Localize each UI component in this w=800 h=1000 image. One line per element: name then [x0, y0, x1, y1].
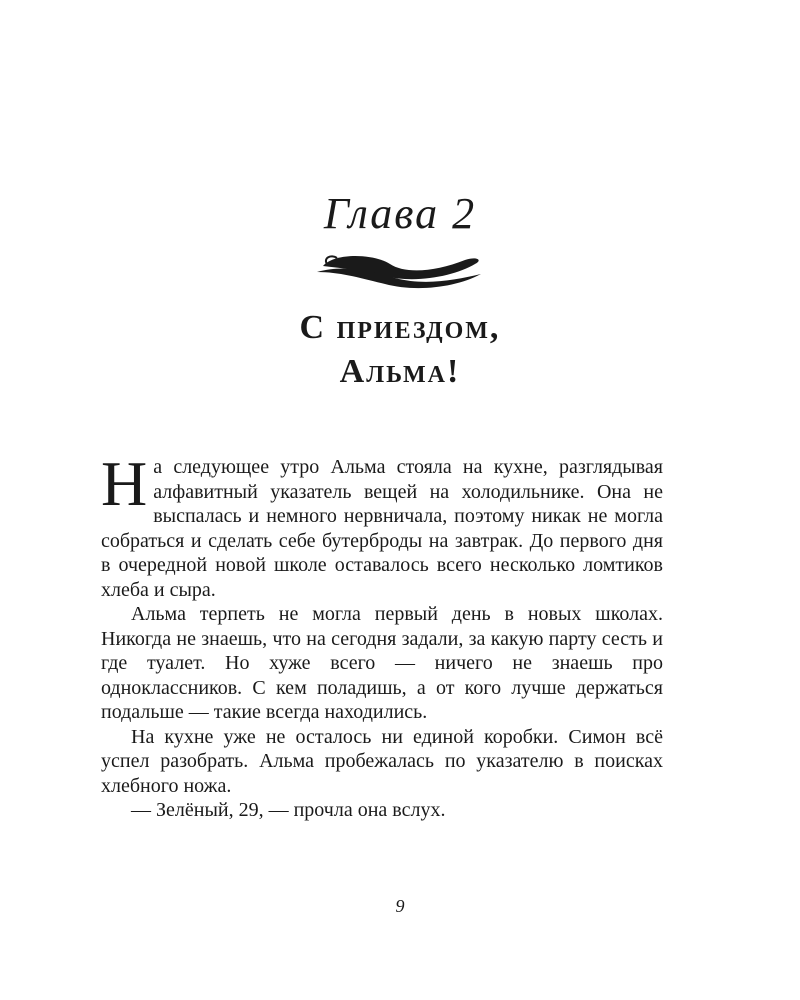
swash-flourish-icon — [315, 250, 485, 290]
body-text — [101, 448, 663, 823]
chapter-title-line-1: С приездом, — [299, 309, 501, 346]
paragraph-4: — Зелёный, 29, — прочла она вслух. — [131, 799, 446, 821]
paragraph-3: На кухне уже не осталось ни единой коробки. Симон всё успел разобрать. Альма пробежалась по указателю в поисках хлебного ножа. — [101, 725, 663, 797]
chapter-label: Глава 2 — [323, 189, 477, 238]
paragraph-1-text: а следующее утро Альма стояла на кухне, разглядывая алфавитный указатель вещей на холодильнике. Она не выспалась и немного нервничала, поэтому никак не могла собраться и сделать себе бутерброды на завтрак. До первого дня в очередной новой школе оставалось всего несколько ломтиков хлеба и сыра. — [101, 456, 663, 601]
drop-cap: Н — [101, 448, 148, 519]
chapter-title-line-2: Альма! — [339, 353, 461, 390]
paragraph-1 — [101, 448, 663, 602]
page-number: 9 — [395, 896, 405, 916]
chapter-title — [0, 306, 800, 394]
paragraph-2: Альма терпеть не могла первый день в новых школах. Никогда не знаешь, что на сегодня задали, за какую парту сесть и где туалет. Но хуже всего — ничего не знаешь про одноклассников. С кем поладишь, а от кого лучше держаться подальше — такие всегда находились. — [101, 603, 663, 723]
